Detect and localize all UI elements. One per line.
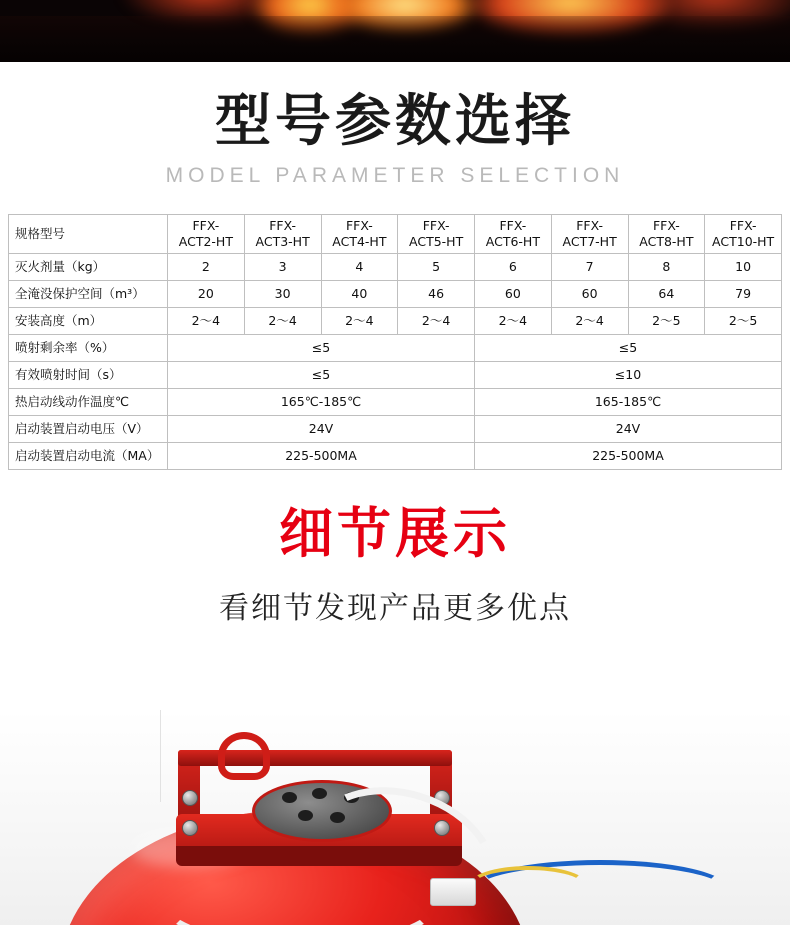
cell-trigger-temp-right: 165-185℃ xyxy=(475,388,782,415)
detail-heading: 细节展示 xyxy=(279,501,511,565)
cell-start-current-right: 225-500MA xyxy=(475,442,782,469)
row-label-install-height: 安装高度（m） xyxy=(9,307,168,334)
row-label-residual-rate: 喷射剩余率（%） xyxy=(9,334,168,361)
cell-agent-8: 10 xyxy=(705,253,782,280)
cell-model-3 xyxy=(321,215,398,253)
cell-height-1: 2～4 xyxy=(168,307,245,334)
photo-wall-edge xyxy=(160,710,161,802)
cell-residual-left: ≤5 xyxy=(168,334,475,361)
row-label-spray-time: 有效喷射时间（s） xyxy=(9,361,168,388)
cell-model-2-line2: ACT3-HT xyxy=(255,234,310,250)
cell-trigger-temp-left: 165℃-185℃ xyxy=(168,388,475,415)
bolt-left-upper xyxy=(182,790,198,806)
cell-model-7 xyxy=(628,215,705,253)
cell-model-5-line2: ACT6-HT xyxy=(485,234,540,250)
cell-start-voltage-left: 24V xyxy=(168,415,475,442)
cell-model-2-line1: FFX- xyxy=(269,218,297,234)
row-label-protected-volume: 全淹没保护空间（m³） xyxy=(9,280,168,307)
product-detail-photo xyxy=(0,710,790,925)
cell-agent-4: 5 xyxy=(398,253,475,280)
row-label-thermal-trigger-temp: 热启动线动作温度℃ xyxy=(9,388,168,415)
table-row xyxy=(9,280,782,307)
cell-model-7-line1: FFX- xyxy=(652,218,680,234)
cell-height-3: 2～4 xyxy=(321,307,398,334)
row-label-start-current: 启动装置启动电流（MA） xyxy=(9,442,168,469)
cell-volume-6: 60 xyxy=(551,280,628,307)
cell-agent-5: 6 xyxy=(475,253,552,280)
cell-volume-1: 20 xyxy=(168,280,245,307)
spec-table xyxy=(8,214,782,469)
cell-model-5-line1: FFX- xyxy=(499,218,527,234)
cell-volume-8: 79 xyxy=(705,280,782,307)
table-row xyxy=(9,361,782,388)
spec-table-wrapper xyxy=(8,214,782,469)
page-subtitle: MODEL PARAMETER SELECTION xyxy=(165,164,625,188)
cell-height-7: 2～5 xyxy=(628,307,705,334)
cell-model-3-line2: ACT4-HT xyxy=(332,234,387,250)
row-label-agent-mass: 灭火剂量（kg） xyxy=(9,253,168,280)
hanging-ring xyxy=(218,732,270,780)
cell-height-6: 2～4 xyxy=(551,307,628,334)
page-title: 型号参数选择 xyxy=(215,89,575,154)
cell-model-1 xyxy=(168,215,245,253)
table-row xyxy=(9,442,782,469)
cell-model-4 xyxy=(398,215,475,253)
table-row xyxy=(9,334,782,361)
section-title xyxy=(0,62,790,188)
cell-volume-5: 60 xyxy=(475,280,552,307)
nozzle-hole-1 xyxy=(282,792,297,803)
yellow-wire xyxy=(468,866,588,906)
cell-spray-time-right: ≤10 xyxy=(475,361,782,388)
smoke-overlay xyxy=(0,16,790,62)
cell-model-1-line2: ACT2-HT xyxy=(178,234,233,250)
detail-section xyxy=(0,501,790,627)
cell-volume-3: 40 xyxy=(321,280,398,307)
table-row xyxy=(9,253,782,280)
cell-model-7-line2: ACT8-HT xyxy=(639,234,694,250)
cell-agent-2: 3 xyxy=(244,253,321,280)
cell-model-8-line1: FFX- xyxy=(729,218,757,234)
cell-agent-1: 2 xyxy=(168,253,245,280)
detail-subheading: 看细节发现产品更多优点 xyxy=(219,591,571,627)
cell-height-2: 2～4 xyxy=(244,307,321,334)
cell-agent-3: 4 xyxy=(321,253,398,280)
cell-model-6-line1: FFX- xyxy=(576,218,604,234)
cell-height-5: 2～4 xyxy=(475,307,552,334)
table-row xyxy=(9,388,782,415)
cell-model-2 xyxy=(244,215,321,253)
cell-height-8: 2～5 xyxy=(705,307,782,334)
row-label-start-voltage: 启动装置启动电压（V） xyxy=(9,415,168,442)
cell-start-current-left: 225-500MA xyxy=(168,442,475,469)
cell-model-4-line1: FFX- xyxy=(422,218,450,234)
cell-model-1-line1: FFX- xyxy=(192,218,220,234)
spec-table-body xyxy=(9,215,782,469)
cell-height-4: 2～4 xyxy=(398,307,475,334)
fire-banner xyxy=(0,0,790,62)
cell-agent-6: 7 xyxy=(551,253,628,280)
cell-residual-right: ≤5 xyxy=(475,334,782,361)
cell-spray-time-left: ≤5 xyxy=(168,361,475,388)
cell-model-8 xyxy=(705,215,782,253)
nozzle-hole-2 xyxy=(312,788,327,799)
table-row xyxy=(9,215,782,253)
cell-model-3-line1: FFX- xyxy=(345,218,373,234)
cell-model-6 xyxy=(551,215,628,253)
cell-model-8-line2: ACT10-HT xyxy=(712,234,775,250)
cell-start-voltage-right: 24V xyxy=(475,415,782,442)
cell-model-6-line2: ACT7-HT xyxy=(562,234,617,250)
table-row xyxy=(9,307,782,334)
cell-volume-7: 64 xyxy=(628,280,705,307)
cell-model-5 xyxy=(475,215,552,253)
row-label-model: 规格型号 xyxy=(9,215,168,253)
cell-volume-4: 46 xyxy=(398,280,475,307)
table-row xyxy=(9,415,782,442)
bolt-left-lower xyxy=(182,820,198,836)
cell-volume-2: 30 xyxy=(244,280,321,307)
cell-agent-7: 8 xyxy=(628,253,705,280)
cell-model-4-line2: ACT5-HT xyxy=(409,234,464,250)
